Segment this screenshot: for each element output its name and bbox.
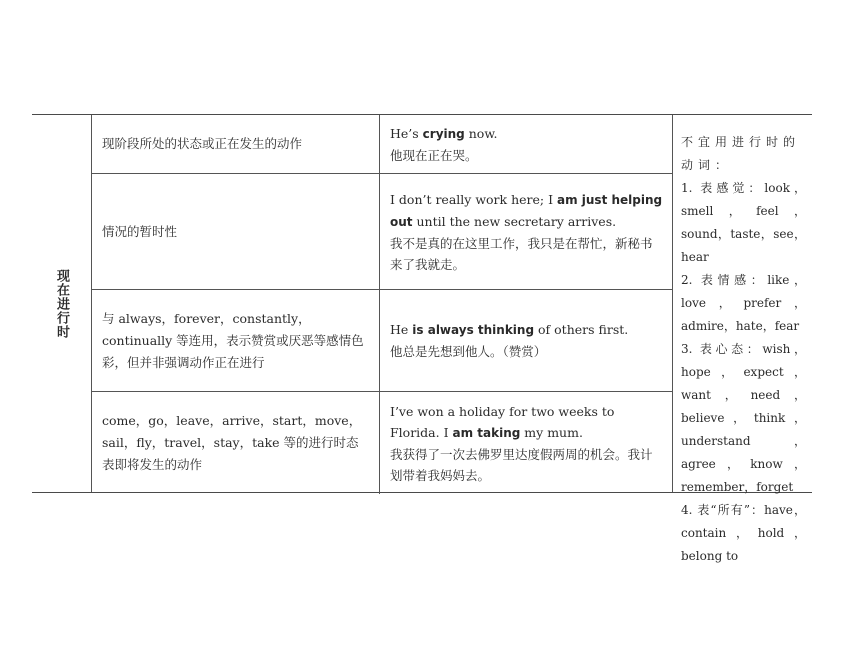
table-row <box>92 391 672 494</box>
usage-cell <box>92 392 380 494</box>
example-chinese: 他现在正在哭。 <box>390 147 478 163</box>
example-text: I don’t really work here; I <box>390 191 557 207</box>
example-english <box>390 123 664 145</box>
example-keyword: crying <box>422 126 465 141</box>
usage-text: 现阶段所处的状态或正在发生的动作 <box>102 136 303 151</box>
usage-cell <box>92 115 380 173</box>
example-english <box>390 319 664 341</box>
example-chinese: 我不是真的在这里工作，我只是在帮忙，新秘书来了我就走。 <box>390 235 653 272</box>
usage-text: come，go，leave，arrive，start，move，sail，fly，travel，stay，take 等的进行时态表即将发生的动作 <box>102 413 362 472</box>
example-cell <box>380 174 672 289</box>
example-cell <box>380 115 672 173</box>
example-text: He <box>390 322 413 337</box>
example-keyword: am taking <box>452 425 521 440</box>
note-cell <box>672 115 812 563</box>
example-text: He’s <box>390 125 423 141</box>
usage-text: 与 always，forever，constantly，continually 等连用，表示赞赏或厌恶等感情色彩，但并非强调动作正在进行 <box>102 310 364 370</box>
example-text: of others first. <box>534 322 629 337</box>
example-text: I’ve won a holiday for two weeks to Florida. I <box>390 403 615 440</box>
example-keyword: is always thinking <box>412 323 535 337</box>
note-title: 不宜用进行时的动词： <box>681 135 801 172</box>
note-item: 1. 表感觉：look，smell，feel，sound，taste，see，hear <box>681 181 806 264</box>
example-english <box>390 401 664 444</box>
example-text: until the new secretary arrives. <box>412 213 617 229</box>
tense-category-label: 现在进行时 <box>54 268 69 339</box>
table-row <box>92 289 672 391</box>
usage-text: 情况的暂时性 <box>102 223 178 239</box>
example-cell <box>380 290 672 391</box>
example-text: my mum. <box>520 424 583 440</box>
note-item: 3. 表心态：wish，hope，expect，want，need，believe，think，understand，agree，know，remember，forget <box>681 342 806 494</box>
note-item: 4. 表“所有”：have，contain，hold，belong to <box>681 503 806 563</box>
example-keyword: am just helping out <box>390 192 663 229</box>
tense-category-cell <box>32 115 92 492</box>
usage-cell <box>92 174 380 289</box>
example-text: now. <box>464 125 498 141</box>
grammar-table <box>32 114 812 563</box>
example-cell <box>380 392 672 494</box>
table-row <box>92 173 672 289</box>
example-english <box>390 189 664 233</box>
table-row <box>92 115 672 173</box>
example-chinese: 我获得了一次去佛罗里达度假两周的机会。我计划带着我妈妈去。 <box>390 446 653 483</box>
example-chinese: 他总是先想到他人。（赞赏） <box>390 344 547 359</box>
note-item: 2. 表情感：like，love，prefer，admire，hate，fear <box>681 273 806 333</box>
usage-cell <box>92 290 380 391</box>
